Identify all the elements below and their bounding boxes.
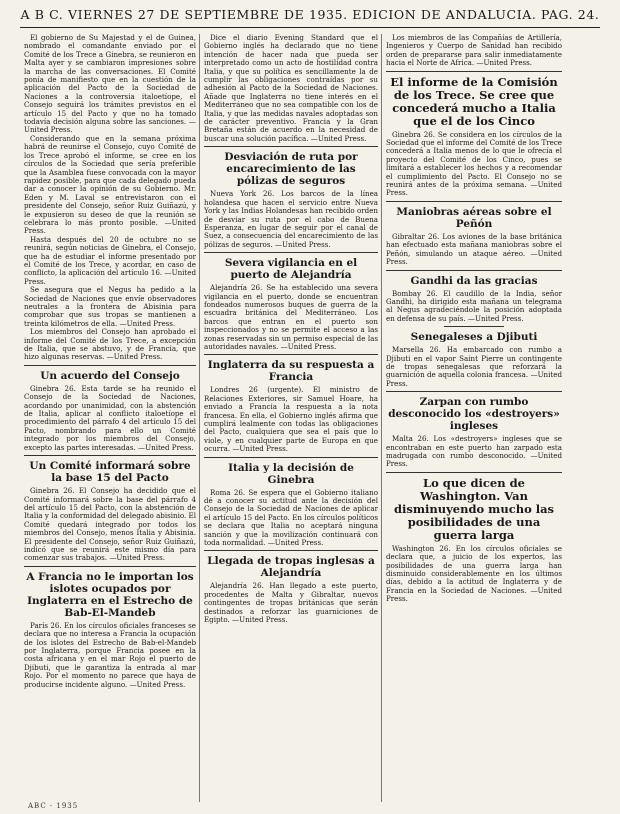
section-divider — [386, 391, 562, 392]
article-paragraph: Ginebra 26. Se considera en los círculos de la Sociedad que el informe del Comité de los Trece concederá a Italia menos de lo que le ofrecía el proyecto del Comité de los Cinco, pues se limitará a establecer los hechos y a recomendar el cumplimiento del Pacto. El Consejo no se reunirá antes de la próxima semana. —United Press. — [386, 129, 562, 198]
article-paragraph: Bombay 26. El caudillo de la India, señor Gandhi, ha dirigido esta mañana un telegrama al Negus agradeciéndole la posición adoptada en defensa de su país. —United Press. — [386, 288, 562, 323]
article-paragraph: Ginebra 26. Esta tarde se ha reunido el Consejo de la Sociedad de Naciones, acordando por unanimidad, con la abstención de Italia, aplicar al conflicto italoetíope el procedimiento del párrafo 4 del artículo 15 del Pacto, nombrando para ello un Comité integrado por los miembros del Consejo, excepto las partes interesadas. —United Press. — [24, 383, 196, 452]
article-headline: Zarpan con rumbo desconocido los «destroyers» ingleses — [388, 396, 560, 433]
article-paragraph: Los miembros de las Compañías de Artillería, Ingenieros y Cuerpo de Sanidad han recibido orden de prepararse para salir inmediatamente hacia el Norte de Africa. —United Press. — [386, 34, 562, 68]
masthead-rule — [20, 27, 600, 28]
article-headline: Senegaleses a Djibuti — [410, 331, 538, 344]
section-divider — [386, 270, 562, 271]
article-headline: Desviación de ruta por encarecimiento de las pólizas de seguros — [224, 151, 358, 188]
article-headline: A Francia no le importan los islotes ocupados por Inglaterra en el Estrecho de Bab-El-Mandeb — [26, 570, 194, 619]
article-paragraph: Roma 26. Se espera que el Gobierno italiano dé a conocer su actitud ante la decisión del Consejo de la Sociedad de Naciones de aplicar el artículo 15 del Pacto. En los círculos políticos se declara que Italia no aceptará ninguna sanción y que la movilización continuará con toda normalidad. —United Press. — [204, 487, 378, 548]
section-divider — [204, 550, 378, 551]
section-divider — [386, 472, 562, 473]
section-divider — [204, 354, 378, 355]
section-divider — [204, 252, 378, 253]
page-footer: ABC · 1935 — [28, 802, 79, 810]
article-headline: Gandhi da las gracias — [410, 274, 538, 287]
article-headline: Un acuerdo del Consejo — [40, 369, 180, 382]
article-paragraph: Malta 26. Los «destroyers» ingleses que se encontraban en este puerto han zarpado esta madrugada con rumbo desconocido. —United Press. — [386, 434, 562, 469]
column-1 — [24, 34, 196, 802]
article-paragraph: Dice el diario Evening Standard que el Gobierno inglés ha declarado que no tiene intención de hacer nada que pueda ser interpretado como un acto de hostilidad contra Italia, y que su política es sencillamente la de cumplir las obligaciones contraídas por su adhesión al Pacto de la Sociedad de Naciones. Añade que Inglaterra no tiene interés en el Mediterráneo que no sea compatible con los de Italia, y que las medidas navales adoptadas son de carácter preventivo. Francia y la Gran Bretaña están de acuerdo en la necesidad de buscar una solución pacífica. —United Press. — [204, 34, 378, 143]
article-headline: Severa vigilancia en el puerto de Alejandría — [224, 257, 358, 282]
section-divider — [24, 365, 196, 366]
article-paragraph: Gibraltar 26. Los aviones de la base británica han efectuado esta mañana maniobras sobre el Peñón, simulando un ataque aéreo. —United Press. — [386, 231, 562, 267]
section-divider — [204, 146, 378, 147]
article-paragraph: Hasta después del 20 de octubre no se reunirá, según noticias de Ginebra, el Consejo, que ha de estudiar el informe presentado por el Comité de los Trece, y acordar, en caso de conflicto, la aplicación del artículo 16. —United Press. — [24, 234, 196, 286]
article-paragraph: Washington 26. En los círculos oficiales se declara que, a juicio de los expertos, las posibilidades de una guerra larga han disminuido considerablemente en los últimos días, debido a la actitud de Inglaterra y de Francia en la Sociedad de Naciones. —United Press. — [386, 543, 562, 604]
column-divider — [199, 34, 200, 802]
masthead: A B C. VIERNES 27 DE SEPTIEMBRE DE 1935. EDICION DE ANDALUCIA. PAG. 24. — [20, 7, 600, 22]
column-2 — [204, 34, 378, 802]
article-paragraph: París 26. En los círculos oficiales franceses se declara que no interesa a Francia la ocupación de los islotes del Estrecho de Bab-el-Mandeb por Inglaterra, porque Francia posee en la costa africana y en el mar Rojo el puerto de Djibuti, que le garantiza la entrada al mar Rojo. Por el momento no parece que haya de producirse incidente alguno. —United Press. — [24, 620, 196, 689]
article-paragraph: El gobierno de Su Majestad y el de Guinea, nombrado el comandante enviado por el Comité de los Trece a Ginebra, se reunieron en Malta ayer y se cambiaron impresiones sobre la marcha de las conversaciones. El Comité ponía de manifiesto que en la cuestión de la aplicación del Pacto de la Sociedad de Naciones a la controversia italoetíope, el Consejo seguirá los trámites previstos en el artículo 15 del Pacto y que no ha tomado todavía decisión alguna sobre las sanciones. —United Press. — [24, 34, 196, 135]
section-divider — [204, 457, 378, 458]
article-headline: Inglaterra da su respuesta a Francia — [207, 359, 375, 384]
article-paragraph: Se asegura que el Negus ha pedido a la Sociedad de Naciones que envíe observadores neutrales a la frontera de Abisinia para comprobar que sus tropas se mantienen a treinta kilómetros de ella. —United Press. — [24, 285, 196, 328]
article-headline: Maniobras aéreas sobre el Peñón — [396, 205, 552, 230]
article-headline: Italia y la decisión de Ginebra — [228, 461, 354, 486]
article-paragraph: Marsella 26. Ha embarcado con rumbo a Djibuti en el vapor Saint Pierre un contingente de tropas senegalesas que reforzará la guarnición de aquella colonia francesa. —United Press. — [386, 345, 562, 388]
section-divider — [24, 455, 196, 456]
article-paragraph: Alejandría 26. Se ha establecido una severa vigilancia en el puerto, donde se encuentran fondeados numerosos buques de guerra de la escuadra británica del Mediterráneo. Los barcos que entran en el puerto son inspeccionados y no se permite el acceso a las zonas reservadas sin un permiso especial de las autoridades navales. —United Press. — [204, 283, 378, 351]
section-divider — [386, 71, 562, 72]
article-paragraph: Los miembros del Consejo han aprobado el informe del Comité de los Trece, a excepción de Italia, que se abstuvo, y de Francia, que hizo algunas reservas. —United Press. — [24, 327, 196, 362]
section-divider — [444, 326, 504, 327]
section-divider — [24, 566, 196, 567]
article-headline: Un Comité informará sobre la base 15 del Pacto — [29, 460, 191, 485]
article-paragraph: Nueva York 26. Los barcos de la línea holandesa que hacen el servicio entre Nueva York y las Indias Holandesas han recibido orden de desviar su ruta por el cabo de Buena Esperanza, en lugar de seguir por el canal de Suez, a consecuencia del encarecimiento de las pólizas de seguros. —United Press. — [204, 189, 378, 249]
article-paragraph: Ginebra 26. El Consejo ha decidido que el Comité informará sobre la base del párrafo 4 del artículo 15 del Pacto, con la abstención de Italia y la conformidad del delegado abisinio. El Comité quedará integrado por todos los miembros del Consejo, menos Italia y Abisinia. El presidente del Consejo, señor Ruiz Guiñazú, indicó que se reunirá este mismo día para comenzar sus trabajos. —United Press. — [24, 486, 196, 563]
article-paragraph: Alejandría 26. Han llegado a este puerto, procedentes de Malta y Gibraltar, nuevos contingentes de tropas británicas que serán destinados a reforzar las guarniciones de Egipto. —United Press. — [204, 581, 378, 625]
article-paragraph: Considerando que en la semana próxima habrá de reunirse el Consejo, cuyo Comité de los Trece aprobó el informe, se cree en los círculos de la Sociedad que sería preferible que la Asamblea fuese convocada con la mayor rapidez posible, para que cada delegado pueda dar a conocer la opinión de su Gobierno. Mr. Eden y M. Laval se entrevistaron con el presidente del Consejo, señor Ruiz Guiñazú, y le expusieron su deseo de que la reunión se celebrara lo más pronto posible. —United Press. — [24, 133, 196, 236]
article-headline: Lo que dicen de Washington. Van disminuyendo mucho las posibilidades de una guerra larga — [393, 475, 555, 542]
section-divider — [386, 201, 562, 202]
article-headline: Llegada de tropas inglesas a Alejandría — [207, 555, 375, 580]
column-divider — [381, 34, 382, 802]
article-headline: El informe de la Comisión de los Trece. Se cree que concederá mucho a Italia que el de los Cinco — [390, 74, 558, 128]
column-3 — [386, 34, 562, 802]
article-paragraph: Londres 26 (urgente). El ministro de Relaciones Exteriores, sir Samuel Hoare, ha enviado a Francia la respuesta a la nota francesa. En ella, el Gobierno inglés afirma que cumplirá lealmente con todas las obligaciones del Pacto, cualquiera que sea el país que lo viole, y en cualquier parte de Europa en que ocurra. —United Press. — [204, 385, 378, 454]
